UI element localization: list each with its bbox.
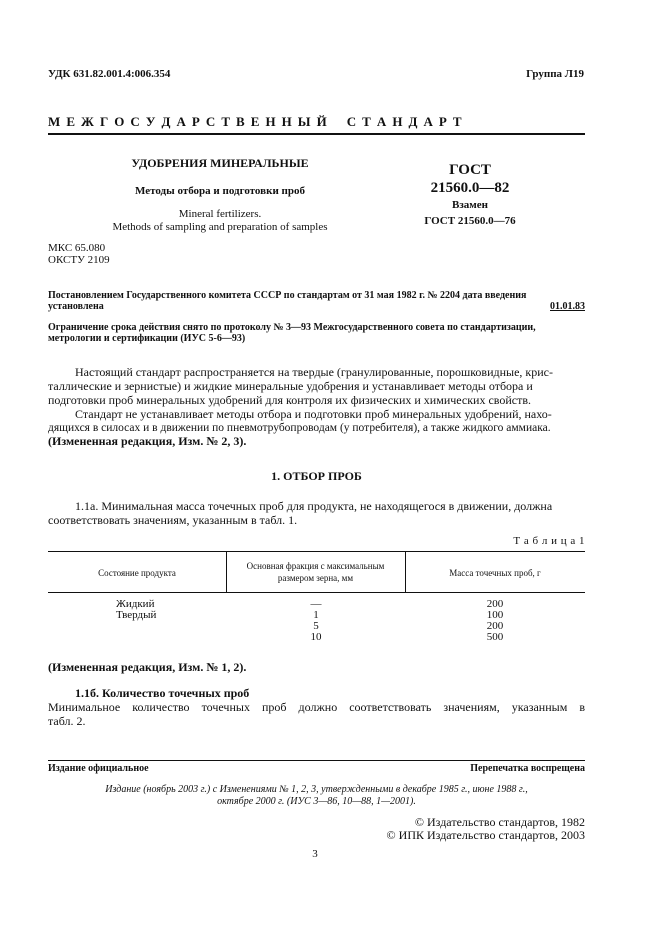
table-cell-mass: 200 [486,598,504,610]
table-cell-mass: 200 [486,620,504,632]
footer-rule [48,760,585,761]
intro-p2-line2: дящихся в силосах и в движении по пневмотрубопроводам (у потребителя), а также жидкого аммиака. [48,422,551,434]
okstu-code: ОКСТУ 2109 [48,254,110,266]
intro-p1-line2: таллические и зернистые) и жидкие минеральные удобрения и устанавливает методы отбора и [48,379,533,393]
table-states-column [116,599,156,621]
section-1-heading: 1. ОТБОР ПРОБ [271,469,362,483]
restriction-line2: метрологии и сертификации (ИУС 5-6—93) [48,333,246,344]
p-1-1b-title: 1.1б. Количество точечных проб [75,686,250,700]
title-en-line2: Methods of sampling and preparation of samples [112,221,328,233]
table-cell-state: Жидкий [116,598,155,610]
interstate-standard-heading: М Е Ж Г О С У Д А Р С Т В Е Н Н Ы Й С Т А Н Д А Р Т [48,114,463,129]
replaces-standard: ГОСТ 21560.0—76 [424,215,516,227]
table-cell-fraction: 1 [313,609,319,621]
intro-change-note: (Измененная редакция, Изм. № 2, 3). [48,434,247,448]
replaces-label: Взамен [452,199,488,211]
decree-line1: Постановлением Государственного комитета СССР по стандартам от 31 мая 1982 г. № 2204 дата введения [48,290,527,301]
p-1-1b-line1: Минимальное количество точечных проб должно соответствовать значениям, указанным в [48,700,585,714]
copyright-1982: © Издательство стандартов, 1982 [414,815,585,829]
page-number: 3 [312,848,318,860]
title-ru-main: УДОБРЕНИЯ МИНЕРАЛЬНЫЕ [131,156,309,170]
intro-p1-line1: Настоящий стандарт распространяется на твердые (гранулированные, порошковидные, крис- [75,365,554,379]
table-cell-fraction: — [310,598,322,610]
table-header-rule [48,592,585,593]
p-1-1a-line1: 1.1а. Минимальная масса точечных проб для продукта, не находящегося в движении, должна [75,499,553,513]
restriction-line1: Ограничение срока действия снято по протоколу № 3—93 Межгосударственного совета по стандартизации, [48,322,536,333]
table-header-fraction-line2: размером зерна, мм [277,573,354,583]
table-cell-state: Твердый [116,609,157,621]
table-cell-mass: 100 [486,609,504,621]
table-1-caption: Т а б л и ц а 1 [513,535,585,547]
table-header-state: Состояние продукта [98,568,176,578]
title-ru-sub: Методы отбора и подготовки проб [134,185,305,197]
introduction-date: 01.01.83 [550,301,585,312]
table-cell-mass: 500 [486,631,504,643]
mks-code: МКС 65.080 [48,242,106,254]
official-edition: Издание официальное [48,763,149,774]
p-1-1a-line2: соответствовать значениям, указанным в табл. 1. [48,513,298,527]
table-header-mass: Масса точечных проб, г [449,568,541,578]
change-note-2: (Измененная редакция, Изм. № 1, 2). [48,660,247,674]
edition-info-line2: октябре 2000 г. (ИУС 3—86, 10—88, 1—2001). [217,796,416,807]
reprint-prohibited: Перепечатка воспрещена [470,763,585,774]
gost-number: 21560.0—82 [430,180,510,196]
table-top-rule [48,551,585,552]
decree-line2: установлена [48,301,104,312]
udk-code: УДК 631.82.001.4:006.354 [48,68,171,80]
gost-label: ГОСТ [449,162,491,178]
edition-info-line1: Издание (ноябрь 2003 г.) с Изменениями № 1, 2, 3, утвержденными в декабре 1985 г., июне 1988 г., [105,784,528,795]
table-cell-fraction: 10 [310,631,322,643]
p-1-1b-line2: табл. 2. [48,714,86,728]
title-en-line1: Mineral fertilizers. [178,208,262,220]
table-cell-fraction: 5 [313,620,319,632]
group-code: Группа Л19 [526,68,584,80]
intro-p2-line1: Стандарт не устанавливает методы отбора и подготовки проб минеральных удобрений, нахо- [75,407,552,421]
table-header-fraction-line1: Основная фракция с максимальным [246,561,385,571]
copyright-2003: © ИПК Издательство стандартов, 2003 [386,828,585,842]
header-rule [48,133,585,135]
table-masses-column [475,599,515,643]
table-fractions-column [296,599,336,643]
intro-p1-line3: подготовки проб минеральных удобрений для контроля их физических и химических свойств. [48,393,532,407]
